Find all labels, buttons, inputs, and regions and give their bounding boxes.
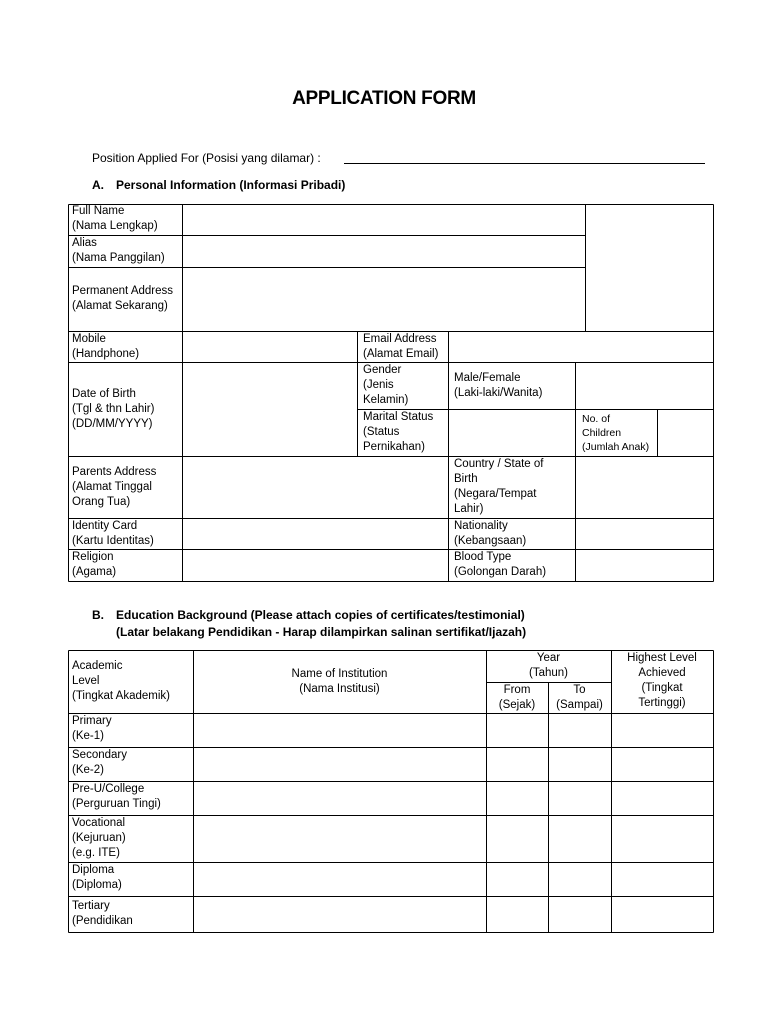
label-nationality: Nationality (Kebangsaan) [454, 520, 527, 547]
marital-status-input[interactable] [450, 411, 575, 454]
label-email: Email Address (Alamat Email) [363, 333, 439, 360]
country-of-birth-input[interactable] [578, 458, 711, 516]
row-label-tertiary: Tertiary (Pendidikan [72, 900, 133, 927]
label-children: No. of Children (Jumlah Anak) [582, 412, 650, 453]
edu-diploma-from-input[interactable] [488, 864, 547, 895]
edu-tertiary-to-input[interactable] [550, 898, 610, 931]
edu-secondary-to-input[interactable] [550, 749, 610, 780]
label-identity-card: Identity Card (Kartu Identitas) [72, 520, 154, 547]
nationality-input[interactable] [578, 520, 711, 547]
label-country-of-birth: Country / State of Birth (Negara/Tempat Lahir) [454, 458, 544, 515]
edu-primary-to-input[interactable] [550, 715, 610, 746]
edu-tertiary-highest-input[interactable] [613, 898, 712, 931]
edu-diploma-institution-input[interactable] [195, 864, 485, 895]
section-b-title: Education Background (Please attach copies of certificates/testimonial) [116, 608, 525, 622]
row-label-diploma: Diploma (Diploma) [72, 864, 122, 891]
edu-vocational-from-input[interactable] [488, 817, 547, 861]
label-marital-status: Marital Status (Status Pernikahan) [363, 411, 434, 453]
blood-type-input[interactable] [578, 551, 711, 579]
row-label-pre-u-college: Pre-U/College (Perguruan Tingi) [72, 783, 161, 810]
edu-vocational-to-input[interactable] [550, 817, 610, 861]
header-academic-level: Academic Level (Tingkat Akademik) [72, 660, 170, 702]
edu-primary-institution-input[interactable] [195, 715, 485, 746]
label-religion: Religion (Agama) [72, 551, 117, 578]
label-date-of-birth: Date of Birth (Tgl & thn Lahir) (DD/MM/YYYY) [72, 387, 155, 430]
edu-vocational-highest-input[interactable] [613, 817, 712, 861]
edu-diploma-highest-input[interactable] [613, 864, 712, 895]
label-alias: Alias (Nama Panggilan) [72, 237, 165, 264]
edu-pre-u-college-institution-input[interactable] [195, 783, 485, 814]
section-a-heading [92, 177, 345, 194]
date-of-birth-input[interactable] [184, 364, 357, 454]
section-b-heading [92, 607, 526, 641]
label-blood-type: Blood Type (Golongan Darah) [454, 551, 547, 578]
children-input[interactable] [660, 411, 711, 454]
edu-pre-u-college-highest-input[interactable] [613, 783, 712, 814]
position-input[interactable] [344, 148, 705, 163]
section-b-subtitle: (Latar belakang Pendidikan - Harap dilampirkan salinan sertifikat/Ijazah) [116, 625, 527, 639]
mobile-input[interactable] [184, 333, 357, 360]
edu-vocational-institution-input[interactable] [195, 817, 485, 861]
edu-primary-from-input[interactable] [488, 715, 547, 746]
position-label: Position Applied For (Posisi yang dilamar) : [92, 151, 321, 165]
full-name-input[interactable] [184, 205, 582, 233]
label-gender: Gender (Jenis Kelamin) [363, 364, 409, 406]
label-permanent-address: Permanent Address (Alamat Sekarang) [72, 285, 174, 312]
religion-input[interactable] [184, 551, 448, 579]
row-label-primary: Primary (Ke-1) [72, 715, 112, 742]
edu-secondary-highest-input[interactable] [613, 749, 712, 780]
position-underline [344, 163, 705, 164]
edu-tertiary-from-input[interactable] [488, 898, 547, 931]
header-from: From (Sejak) [498, 684, 536, 711]
label-full-name: Full Name (Nama Lengkap) [72, 205, 158, 232]
header-institution: Name of Institution (Nama Institusi) [291, 667, 388, 695]
label-gender-options: Male/Female (Laki-laki/Wanita) [454, 371, 543, 399]
email-input[interactable] [450, 333, 711, 360]
edu-primary-highest-input[interactable] [613, 715, 712, 746]
header-highest-level: Highest Level Achieved (Tingkat Tertinggi) [627, 652, 697, 709]
label-mobile: Mobile (Handphone) [72, 333, 140, 360]
edu-secondary-from-input[interactable] [488, 749, 547, 780]
edu-diploma-to-input[interactable] [550, 864, 610, 895]
header-year: Year (Tahun) [529, 652, 568, 679]
header-to: To (Sampai) [556, 684, 603, 711]
row-label-vocational: Vocational (Kejuruan) (e.g. ITE) [72, 817, 126, 859]
permanent-address-input[interactable] [184, 269, 582, 329]
photo-box[interactable] [587, 205, 711, 329]
gender-input[interactable] [578, 364, 711, 407]
form-title: APPLICATION FORM [292, 88, 476, 109]
identity-card-input[interactable] [184, 520, 448, 547]
label-parents-address: Parents Address (Alamat Tinggal Orang Tua) [72, 465, 157, 508]
row-label-secondary: Secondary (Ke-2) [72, 749, 127, 776]
section-a-letter: A. [92, 178, 104, 192]
edu-pre-u-college-to-input[interactable] [550, 783, 610, 814]
edu-pre-u-college-from-input[interactable] [488, 783, 547, 814]
edu-secondary-institution-input[interactable] [195, 749, 485, 780]
alias-input[interactable] [184, 237, 582, 265]
section-a-title: Personal Information (Informasi Pribadi) [116, 178, 346, 192]
edu-tertiary-institution-input[interactable] [195, 898, 485, 931]
section-b-letter: B. [92, 608, 104, 622]
parents-address-input[interactable] [184, 458, 448, 516]
